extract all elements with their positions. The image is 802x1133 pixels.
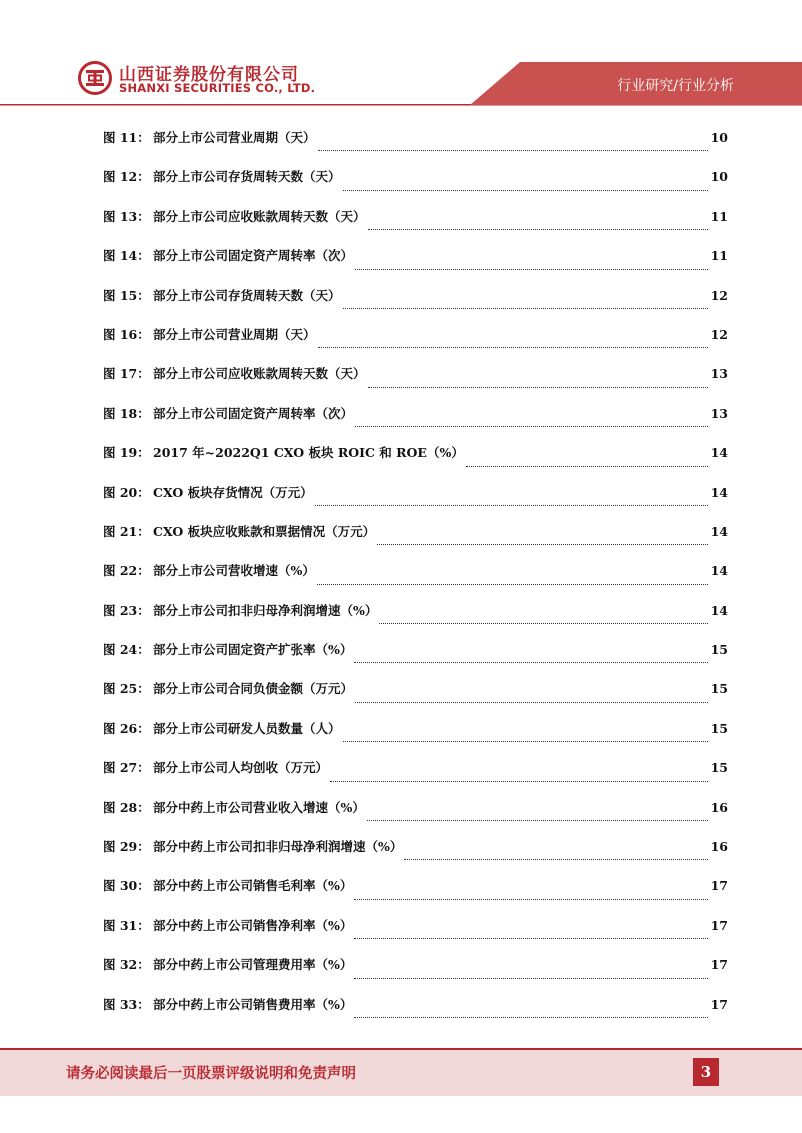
toc-entry-page: 14 [710, 602, 728, 618]
toc-entry-label: 图 33： [103, 996, 150, 1012]
toc-entry-leader [330, 771, 708, 782]
toc-entry-page: 10 [710, 130, 728, 145]
toc-entry-title: 部分上市公司扣非归母净利润增速（%） [153, 602, 378, 618]
toc-entry-label: 图 19： [103, 445, 150, 461]
toc-entry[interactable] [103, 874, 728, 913]
toc-entry[interactable] [103, 205, 728, 244]
toc-entry[interactable] [103, 599, 728, 638]
toc-entry[interactable] [103, 165, 728, 204]
figure-list [103, 126, 728, 1032]
toc-entry-label: 图 14： [103, 248, 150, 264]
toc-entry-leader [315, 495, 708, 506]
toc-entry-title: 部分上市公司固定资产扩张率（%） [153, 642, 353, 658]
toc-entry[interactable] [103, 914, 728, 953]
toc-entry-page: 14 [710, 484, 728, 500]
page-header [0, 0, 802, 110]
toc-entry-title: 部分上市公司营收增速（%） [153, 563, 315, 579]
toc-entry-label: 图 12： [103, 169, 150, 185]
toc-entry-page: 16 [710, 839, 728, 855]
toc-entry-leader [354, 1007, 708, 1018]
toc-entry-page: 15 [710, 642, 728, 658]
toc-entry-label: 图 24： [103, 642, 150, 658]
toc-entry-title: 部分上市公司存货周转天数（天） [153, 287, 341, 303]
toc-entry[interactable] [103, 126, 728, 165]
company-name-en: SHANXI SECURITIES CO., LTD. [119, 81, 316, 95]
toc-entry[interactable] [103, 402, 728, 441]
toc-entry-page: 13 [710, 366, 728, 382]
toc-entry-leader [343, 731, 708, 742]
toc-entry-label: 图 15： [103, 287, 150, 303]
toc-entry-page: 17 [710, 917, 728, 933]
toc-entry-title: 部分上市公司固定资产周转率（次） [153, 405, 354, 421]
section-tag: 行业研究/行业分析 [617, 78, 734, 94]
toc-entry-label: 图 25： [103, 681, 150, 697]
toc-entry[interactable] [103, 441, 728, 480]
toc-entry[interactable] [103, 559, 728, 598]
toc-entry-page: 14 [710, 445, 728, 461]
toc-entry-page: 16 [710, 799, 728, 815]
toc-entry-title: 部分上市公司营业周期（天） [153, 326, 316, 342]
toc-entry[interactable] [103, 835, 728, 874]
toc-entry-leader [354, 889, 708, 900]
toc-entry-page: 15 [710, 760, 728, 776]
toc-entry-title: 部分中药上市公司管理费用率（%） [153, 957, 353, 973]
toc-entry-title: 部分上市公司固定资产周转率（次） [153, 248, 354, 264]
toc-entry[interactable] [103, 323, 728, 362]
toc-entry-title: 部分上市公司合同负债金额（万元） [153, 681, 354, 697]
toc-entry-leader [377, 534, 708, 545]
toc-entry-title: 部分中药上市公司销售毛利率（%） [153, 878, 353, 894]
toc-entry-title: CXO 板块应收账款和票据情况（万元） [153, 523, 376, 539]
toc-entry-title: 部分上市公司应收账款周转天数（天） [153, 208, 366, 224]
toc-entry-page: 17 [710, 878, 728, 894]
toc-entry-label: 图 21： [103, 523, 150, 539]
toc-entry-page: 11 [710, 248, 728, 264]
toc-entry[interactable] [103, 481, 728, 520]
toc-entry-leader [355, 692, 708, 703]
toc-entry-leader [404, 849, 708, 860]
toc-entry[interactable] [103, 677, 728, 716]
toc-entry-leader [379, 613, 708, 624]
toc-entry-label: 图 26： [103, 720, 150, 736]
toc-entry[interactable] [103, 244, 728, 283]
toc-entry-leader [343, 298, 708, 309]
toc-entry-leader [355, 259, 708, 270]
toc-entry-title: 部分上市公司应收账款周转天数（天） [153, 366, 366, 382]
toc-entry-page: 11 [710, 208, 728, 224]
toc-entry-label: 图 17： [103, 366, 150, 382]
toc-entry-title: 部分上市公司存货周转天数（天） [153, 169, 341, 185]
toc-entry-page: 15 [710, 681, 728, 697]
toc-entry-page: 12 [710, 326, 728, 342]
toc-entry-leader [318, 140, 708, 151]
toc-entry-leader [354, 928, 708, 939]
toc-entry-title: 部分上市公司研发人员数量（人） [153, 720, 341, 736]
toc-entry-title: 部分上市公司人均创收（万元） [153, 760, 329, 776]
toc-entry-label: 图 16： [103, 326, 150, 342]
toc-entry[interactable] [103, 284, 728, 323]
toc-entry-page: 15 [710, 720, 728, 736]
toc-entry-label: 图 28： [103, 799, 150, 815]
toc-entry-title: 部分中药上市公司扣非归母净利润增速（%） [153, 839, 403, 855]
toc-entry-page: 14 [710, 563, 728, 579]
toc-entry-title: 部分中药上市公司销售净利率（%） [153, 917, 353, 933]
toc-entry-label: 图 31： [103, 917, 150, 933]
toc-entry-label: 图 29： [103, 839, 150, 855]
toc-entry[interactable] [103, 796, 728, 835]
toc-entry-leader [368, 377, 708, 388]
toc-entry-page: 13 [710, 405, 728, 421]
toc-entry-leader [343, 180, 708, 191]
toc-entry-page: 10 [710, 169, 728, 185]
toc-entry-leader [317, 574, 708, 585]
toc-entry-label: 图 32： [103, 957, 150, 973]
toc-entry-label: 图 13： [103, 208, 150, 224]
toc-entry[interactable] [103, 362, 728, 401]
toc-entry-leader [367, 810, 708, 821]
toc-entry-page: 14 [710, 523, 728, 539]
toc-entry-label: 图 23： [103, 602, 150, 618]
toc-entry-label: 图 11： [103, 130, 150, 145]
toc-entry[interactable] [103, 756, 728, 795]
toc-entry-leader [355, 416, 708, 427]
toc-entry-label: 图 27： [103, 760, 150, 776]
toc-entry[interactable] [103, 993, 728, 1032]
toc-entry-leader [368, 219, 708, 230]
toc-entry-title: CXO 板块存货情况（万元） [153, 484, 313, 500]
toc-entry-page: 12 [710, 287, 728, 303]
toc-entry-label: 图 18： [103, 405, 150, 421]
toc-entry-label: 图 30： [103, 878, 150, 894]
toc-entry-label: 图 20： [103, 484, 150, 500]
company-name-cn: 山西证券股份有限公司 [119, 65, 299, 85]
toc-entry-leader [354, 652, 708, 663]
toc-entry-leader [466, 456, 708, 467]
toc-entry-leader [318, 337, 708, 348]
toc-entry[interactable] [103, 717, 728, 756]
toc-entry[interactable] [103, 953, 728, 992]
toc-entry-page: 17 [710, 957, 728, 973]
toc-entry-title: 部分中药上市公司销售费用率（%） [153, 996, 353, 1012]
page-number: 3 [693, 1058, 719, 1086]
disclaimer-notice: 请务必阅读最后一页股票评级说明和免责声明 [66, 1066, 356, 1082]
toc-entry-page: 17 [710, 996, 728, 1012]
shanxi-securities-logo-icon [78, 61, 112, 95]
toc-entry-leader [354, 968, 708, 979]
toc-entry-label: 图 22： [103, 563, 150, 579]
toc-entry-title: 2017 年~2022Q1 CXO 板块 ROIC 和 ROE（%） [153, 445, 464, 461]
toc-entry[interactable] [103, 638, 728, 677]
toc-entry-title: 部分中药上市公司营业收入增速（%） [153, 799, 365, 815]
toc-entry[interactable] [103, 520, 728, 559]
toc-entry-title: 部分上市公司营业周期（天） [153, 130, 316, 145]
